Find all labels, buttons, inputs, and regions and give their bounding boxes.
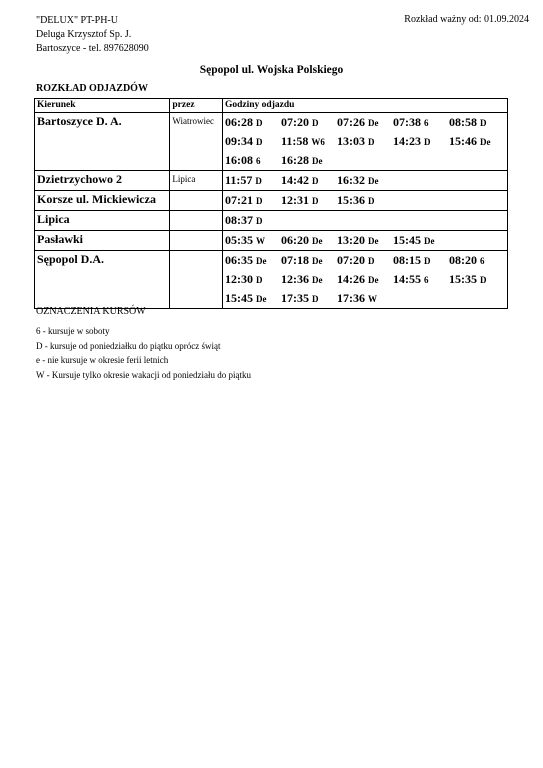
departure-time bbox=[225, 289, 281, 308]
departure-time bbox=[225, 191, 281, 210]
via-cell: Lipica bbox=[170, 171, 223, 191]
departure-time bbox=[337, 251, 393, 270]
departure-time bbox=[281, 231, 337, 250]
company-info bbox=[36, 14, 149, 56]
departure-times-cell bbox=[223, 171, 508, 191]
departure-time bbox=[281, 251, 337, 270]
departure-hour: 11:58 bbox=[281, 134, 309, 148]
departure-hour: 07:20 bbox=[337, 253, 365, 267]
departure-hour: 14:23 bbox=[393, 134, 421, 148]
company-owner: Deluga Krzysztof Sp. J. bbox=[36, 29, 132, 40]
departure-times-cell bbox=[223, 231, 508, 251]
departure-hour: 17:35 bbox=[281, 291, 309, 305]
table-row bbox=[35, 171, 508, 191]
departure-hour: 06:28 bbox=[225, 115, 253, 129]
departure-hour: 16:28 bbox=[281, 153, 309, 167]
departure-time bbox=[225, 251, 281, 270]
departure-hour: 12:30 bbox=[225, 272, 253, 286]
departure-times-cell bbox=[223, 191, 508, 211]
departure-marker: D bbox=[256, 216, 263, 226]
departure-time bbox=[393, 251, 449, 270]
departure-time bbox=[449, 132, 505, 151]
departure-time bbox=[281, 289, 337, 308]
departure-time bbox=[281, 191, 337, 210]
departure-hour: 17:36 bbox=[337, 291, 365, 305]
direction-cell: Bartoszyce D. A. bbox=[35, 113, 170, 171]
table-row bbox=[35, 211, 508, 231]
departure-marker: D bbox=[312, 294, 319, 304]
departure-hour: 06:35 bbox=[225, 253, 253, 267]
departure-time bbox=[393, 113, 449, 132]
departure-marker: De bbox=[424, 236, 435, 246]
departure-marker: D bbox=[256, 196, 263, 206]
departure-hour: 14:26 bbox=[337, 272, 365, 286]
stop-title: Sępopol ul. Wojska Polskiego bbox=[199, 64, 344, 76]
departure-time bbox=[281, 171, 337, 190]
departure-time bbox=[281, 151, 337, 170]
departure-time bbox=[337, 231, 393, 250]
departure-marker: W6 bbox=[311, 137, 325, 147]
departure-marker: De bbox=[312, 256, 323, 266]
departure-marker: 6 bbox=[424, 118, 429, 128]
departure-time bbox=[449, 270, 505, 289]
column-header-times: Godziny odjazdu bbox=[223, 99, 508, 113]
column-header-via: przez bbox=[170, 99, 223, 113]
departure-hour: 06:20 bbox=[281, 233, 309, 247]
direction-cell: Lipica bbox=[35, 211, 170, 231]
legend-item: e - nie kursuje w okresie ferii letnich bbox=[36, 355, 169, 365]
departure-marker: De bbox=[312, 236, 323, 246]
departure-hour: 15:45 bbox=[225, 291, 253, 305]
departure-marker: De bbox=[480, 137, 491, 147]
departure-marker: De bbox=[368, 275, 379, 285]
departure-time bbox=[337, 289, 393, 308]
departure-marker: De bbox=[368, 118, 379, 128]
departure-time bbox=[225, 231, 281, 250]
departure-time bbox=[393, 231, 449, 250]
departure-marker: De bbox=[256, 294, 267, 304]
departure-marker: D bbox=[480, 118, 487, 128]
legend bbox=[36, 324, 251, 382]
departure-hour: 16:08 bbox=[225, 153, 253, 167]
departure-marker: D bbox=[424, 256, 431, 266]
departure-marker: De bbox=[368, 176, 379, 186]
departure-marker: D bbox=[368, 137, 375, 147]
direction-cell: Pasławki bbox=[35, 231, 170, 251]
departure-marker: D bbox=[312, 118, 319, 128]
departure-time bbox=[281, 113, 337, 132]
departure-marker: D bbox=[312, 196, 319, 206]
departure-marker: D bbox=[480, 275, 487, 285]
table-header-row bbox=[35, 99, 508, 113]
departure-marker: 6 bbox=[424, 275, 429, 285]
timetable bbox=[34, 98, 508, 309]
table-row bbox=[35, 231, 508, 251]
departure-hour: 07:38 bbox=[393, 115, 421, 129]
departure-hour: 15:46 bbox=[449, 134, 477, 148]
departure-marker: D bbox=[255, 176, 262, 186]
departure-hour: 15:36 bbox=[337, 193, 365, 207]
departure-time bbox=[393, 132, 449, 151]
company-contact: Bartoszyce - tel. 897628090 bbox=[36, 43, 149, 54]
legend-item: D - kursuje od poniedziałku do piątku oprócz świąt bbox=[36, 340, 221, 351]
departure-hour: 08:15 bbox=[393, 253, 421, 267]
departure-hour: 08:58 bbox=[449, 115, 477, 129]
departure-hour: 14:55 bbox=[393, 272, 421, 286]
departure-time bbox=[225, 113, 281, 132]
departure-marker: D bbox=[368, 256, 375, 266]
departure-hour: 12:31 bbox=[281, 193, 309, 207]
departure-time bbox=[393, 270, 449, 289]
departure-hour: 14:42 bbox=[281, 173, 309, 187]
departure-time bbox=[225, 211, 281, 230]
departure-marker: De bbox=[368, 236, 379, 246]
departure-time bbox=[337, 171, 393, 190]
direction-cell: Sępopol D.A. bbox=[35, 251, 170, 309]
departure-time bbox=[225, 151, 281, 170]
direction-cell: Korsze ul. Mickiewicza bbox=[35, 191, 170, 211]
via-cell: Wiatrowiec bbox=[170, 113, 223, 171]
departure-marker: De bbox=[312, 275, 323, 285]
departure-hour: 07:20 bbox=[281, 115, 309, 129]
departure-marker: D bbox=[256, 118, 263, 128]
departure-time bbox=[281, 132, 337, 151]
departure-time bbox=[225, 270, 281, 289]
departure-marker: W bbox=[256, 236, 265, 246]
departure-marker: D bbox=[312, 176, 319, 186]
departure-hour: 07:21 bbox=[225, 193, 253, 207]
column-header-direction: Kierunek bbox=[35, 99, 170, 113]
departure-time bbox=[281, 270, 337, 289]
company-name: "DELUX" PT-PH-U bbox=[36, 15, 118, 26]
departure-hour: 09:34 bbox=[225, 134, 253, 148]
valid-from: Rozkład ważny od: 01.09.2024 bbox=[404, 14, 529, 25]
table-row bbox=[35, 251, 508, 309]
departure-marker: De bbox=[256, 256, 267, 266]
departure-marker: D bbox=[368, 196, 375, 206]
departure-time bbox=[449, 251, 505, 270]
departure-hour: 15:35 bbox=[449, 272, 477, 286]
departure-hour: 07:26 bbox=[337, 115, 365, 129]
departure-hour: 12:36 bbox=[281, 272, 309, 286]
via-cell bbox=[170, 211, 223, 231]
legend-item: 6 - kursuje w soboty bbox=[36, 326, 110, 336]
departure-hour: 08:20 bbox=[449, 253, 477, 267]
via-cell bbox=[170, 191, 223, 211]
departure-hour: 08:37 bbox=[225, 213, 253, 227]
departure-time bbox=[337, 132, 393, 151]
departure-time bbox=[337, 113, 393, 132]
departure-hour: 16:32 bbox=[337, 173, 365, 187]
departure-time bbox=[337, 270, 393, 289]
table-row bbox=[35, 113, 508, 171]
departure-hour: 11:57 bbox=[225, 173, 253, 187]
departure-time bbox=[449, 113, 505, 132]
departure-hour: 07:18 bbox=[281, 253, 309, 267]
departure-time bbox=[225, 132, 281, 151]
legend-title: OZNACZENIA KURSÓW bbox=[36, 306, 146, 317]
departure-marker: D bbox=[256, 275, 263, 285]
section-title: ROZKŁAD ODJAZDÓW bbox=[36, 83, 148, 94]
departure-time bbox=[337, 191, 393, 210]
departure-time bbox=[225, 171, 281, 190]
departure-times-cell bbox=[223, 211, 508, 231]
departure-hour: 13:20 bbox=[337, 233, 365, 247]
via-cell bbox=[170, 231, 223, 251]
departure-marker: W bbox=[368, 294, 377, 304]
departure-times-cell bbox=[223, 251, 508, 309]
departure-marker: 6 bbox=[256, 156, 261, 166]
departure-marker: D bbox=[424, 137, 431, 147]
departure-marker: 6 bbox=[480, 256, 485, 266]
departure-marker: De bbox=[312, 156, 323, 166]
direction-cell: Dzietrzychowo 2 bbox=[35, 171, 170, 191]
departure-hour: 15:45 bbox=[393, 233, 421, 247]
departure-hour: 05:35 bbox=[225, 233, 253, 247]
legend-item: W - Kursuje tylko okresie wakacji od poniedziału do piątku bbox=[36, 369, 252, 380]
via-cell bbox=[170, 251, 223, 309]
departure-hour: 13:03 bbox=[337, 134, 365, 148]
table-row bbox=[35, 191, 508, 211]
departure-times-cell bbox=[223, 113, 508, 171]
departure-marker: D bbox=[256, 137, 263, 147]
